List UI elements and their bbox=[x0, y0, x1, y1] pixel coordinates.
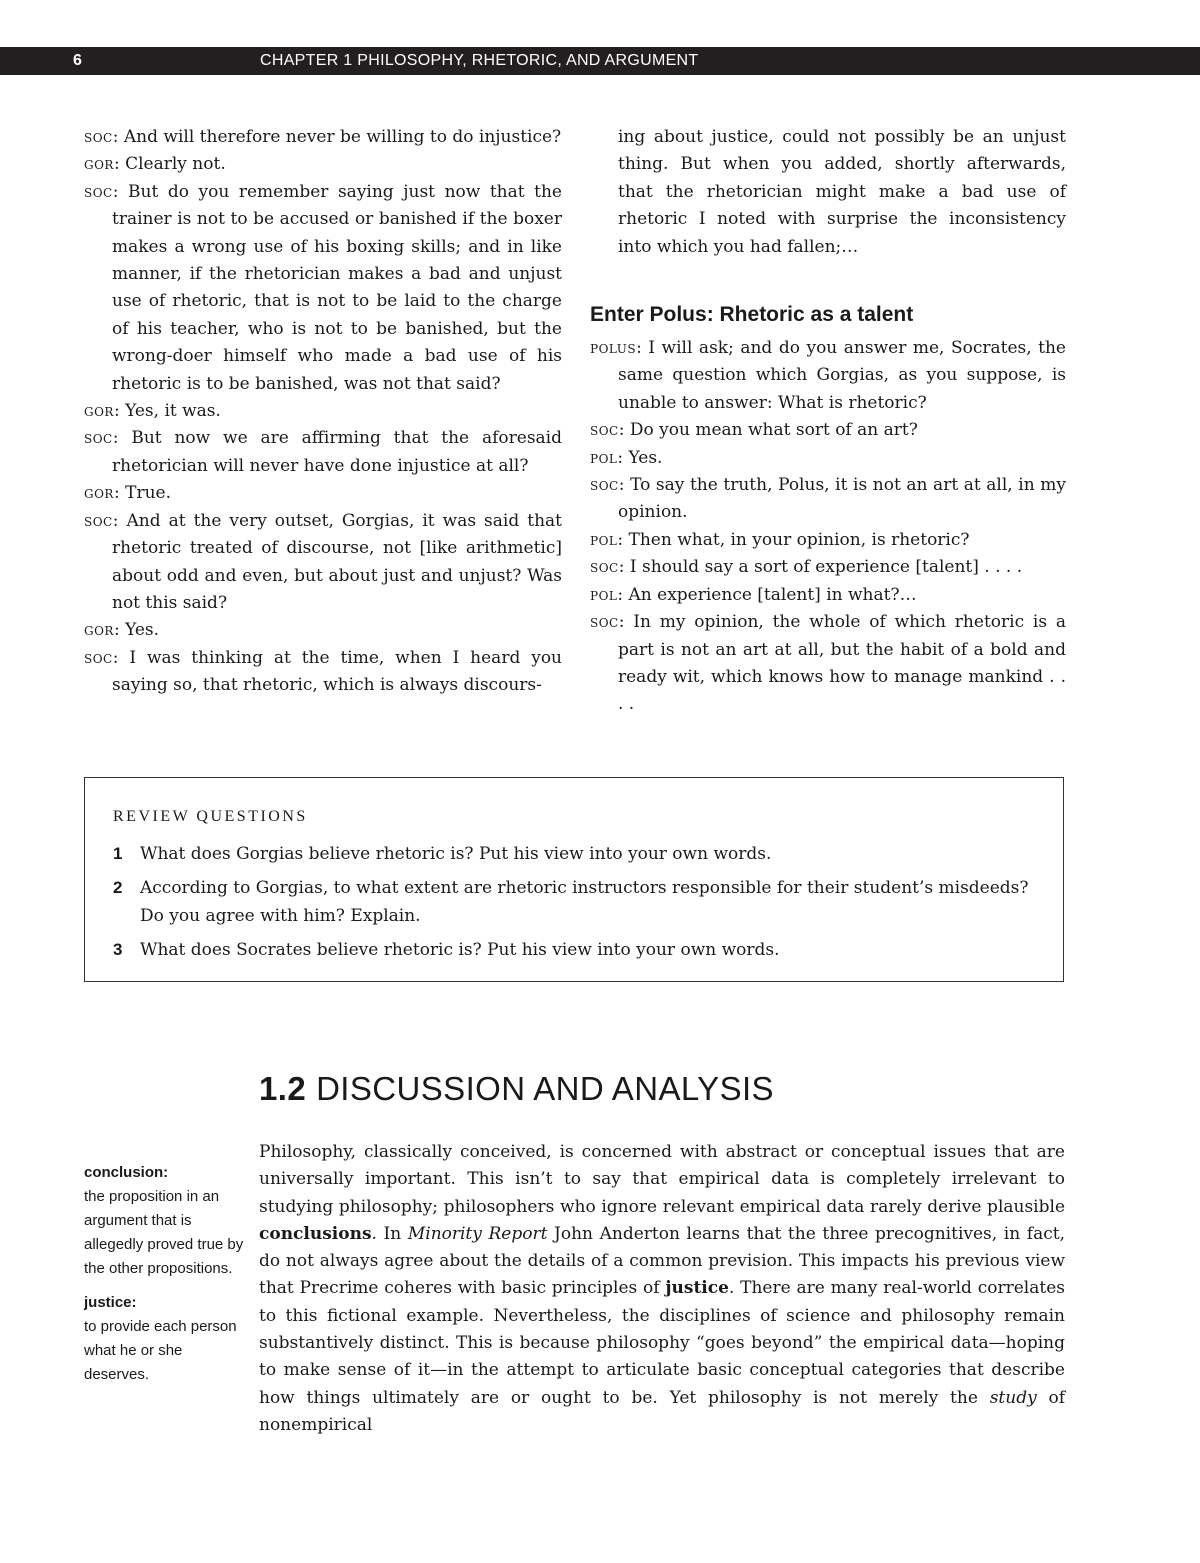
dialogue-line bbox=[84, 425, 562, 480]
dialogue-text: : I should say a sort of experience [talent] . . . . bbox=[618, 557, 1023, 578]
dialogue-line bbox=[84, 151, 562, 178]
speaker-label: gor bbox=[84, 154, 114, 175]
speaker-label: soc bbox=[590, 475, 619, 496]
dialogue-line bbox=[590, 445, 1066, 472]
review-question bbox=[113, 840, 1043, 868]
dialogue-line bbox=[590, 582, 1066, 609]
dialogue-column-right bbox=[590, 124, 1066, 719]
dialogue-text: : I was thinking at the time, when I heard you saying so, that rhetoric, which is always discours- bbox=[112, 647, 562, 696]
body-text-run: . In bbox=[371, 1223, 408, 1244]
dialogue-text: : I will ask; and do you answer me, Socrates, the same question which Gorgias, as you suppose, is unable to answer: What is rhetoric? bbox=[618, 338, 1066, 413]
section-number: 1.2 bbox=[259, 1070, 307, 1107]
emphasis: study bbox=[989, 1387, 1037, 1408]
dialogue-line bbox=[590, 417, 1066, 444]
dialogue-line bbox=[84, 480, 562, 507]
dialogue-text: : Yes. bbox=[617, 447, 663, 468]
speaker-label: soc bbox=[590, 612, 619, 633]
review-question bbox=[113, 874, 1043, 930]
dialogue-line bbox=[84, 398, 562, 425]
speaker-label: soc bbox=[84, 428, 113, 449]
speaker-label: soc bbox=[84, 181, 113, 202]
dialogue-text: : To say the truth, Polus, it is not an art at all, in my opinion. bbox=[618, 475, 1066, 523]
dialogue-text: : In my opinion, the whole of which rhetoric is a part is not an art at all, but the habit of a bold and ready wit, which knows how to manage mankind . . . . bbox=[618, 612, 1066, 715]
speaker-label: soc bbox=[84, 647, 113, 668]
dialogue-text: : But do you remember saying just now that the trainer is not to be accused or banished if the boxer makes a wrong use of his boxing skills; and in like manner, if the rhetorician makes a bad and unjust use of rhetoric, that is not to be laid to the charge of his teacher, who is not to be banished, but the wrong-doer himself who made a bad use of his rhetoric is to be banished, was not that said? bbox=[112, 181, 562, 394]
dialogue-text: : True. bbox=[113, 483, 171, 504]
body-paragraph bbox=[259, 1139, 1065, 1439]
section-heading bbox=[259, 1070, 774, 1108]
dialogue-column-left bbox=[84, 124, 562, 700]
speaker-label: gor bbox=[84, 483, 114, 504]
question-number: 1 bbox=[113, 844, 123, 863]
dialogue-line bbox=[84, 179, 562, 398]
question-number: 2 bbox=[113, 878, 123, 897]
speaker-label: gor bbox=[84, 401, 114, 422]
dialogue-text: : Do you mean what sort of an art? bbox=[618, 420, 918, 441]
dialogue-line bbox=[84, 617, 562, 644]
speaker-label: soc bbox=[84, 127, 113, 147]
speaker-label: soc bbox=[590, 420, 619, 441]
review-questions-box bbox=[84, 777, 1064, 982]
dialogue-line bbox=[84, 124, 562, 151]
question-text: What does Socrates believe rhetoric is? Put his view into your own words. bbox=[140, 940, 780, 960]
body-text-run: Philosophy, classically conceived, is concerned with abstract or conceptual issues that are universally important. This isn’t to say that empirical data is completely irrelevant to studying philosophy; philosophers who ignore relevant empirical data rarely derive plausible bbox=[259, 1142, 1065, 1217]
glossary-term: justice: bbox=[84, 1294, 137, 1311]
dialogue-line bbox=[84, 508, 562, 618]
speaker-label: pol bbox=[590, 584, 618, 605]
dialogue-text: : Then what, in your opinion, is rhetoric? bbox=[617, 529, 970, 550]
speaker-label: pol bbox=[590, 529, 618, 550]
body-text-run: John Anderton learns that the three precognitives, in fact, do not always agree about the details of a common prevision. This impacts his previous view that Precrime coheres with basic principles of bbox=[259, 1223, 1065, 1299]
glossary-keyword: justice bbox=[665, 1278, 729, 1299]
margin-glossary bbox=[84, 1161, 244, 1397]
dialogue-continuation: ing about justice, could not possibly be an unjust thing. But when you added, shortly afterwards, that the rhetorician might make a bad use of rhetoric I noted with surprise the inconsistency into which you had fallen;… bbox=[618, 127, 1066, 257]
page-number: 6 bbox=[73, 52, 82, 69]
body-text-run: of nonempirical bbox=[259, 1387, 1065, 1435]
film-title: Minority Report bbox=[407, 1223, 548, 1244]
glossary-definition: to provide each person what he or she deserves. bbox=[84, 1318, 237, 1383]
review-question bbox=[113, 936, 1043, 964]
speaker-label: polus bbox=[590, 338, 637, 359]
dialogue-text: : An experience [talent] in what?… bbox=[617, 584, 917, 605]
speaker-label: pol bbox=[590, 447, 618, 468]
glossary-keyword: conclusions bbox=[259, 1223, 372, 1244]
question-number: 3 bbox=[113, 940, 123, 959]
question-text: According to Gorgias, to what extent are rhetoric instructors responsible for their student’s misdeeds? Do you agree with him? Explain. bbox=[140, 878, 1029, 926]
chapter-title: CHAPTER 1 PHILOSOPHY, RHETORIC, AND ARGUMENT bbox=[260, 52, 699, 69]
dialogue-text: : Yes. bbox=[113, 620, 160, 641]
dialogue-text: : Yes, it was. bbox=[113, 401, 221, 422]
dialogue-line bbox=[590, 472, 1066, 527]
dialogue-text: : And will therefore never be willing to do injustice? bbox=[112, 127, 562, 147]
speaker-label: gor bbox=[84, 620, 114, 641]
dialogue-line bbox=[84, 645, 562, 700]
dialogue-text: : But now we are affirming that the aforesaid rhetorician will never have done injustice at all? bbox=[112, 428, 562, 476]
dialogue-line bbox=[590, 554, 1066, 581]
dialogue-line bbox=[590, 527, 1066, 554]
speaker-label: soc bbox=[590, 557, 619, 578]
body-text-run: . There are many real-world correlates to this fictional example. Nevertheless, the disciplines of science and philosophy remain substantively distinct. This is because philosophy “goes beyond” the empirical data—hoping to make sense of it—in the attempt to articulate basic conceptual categories that describe how things ultimately are or ought to be. Yet philosophy is not merely the bbox=[259, 1278, 1065, 1408]
section-title-text: DISCUSSION AND ANALYSIS bbox=[316, 1070, 774, 1107]
subsection-heading: Enter Polus: Rhetoric as a talent bbox=[590, 303, 914, 327]
running-header bbox=[0, 47, 1200, 75]
dialogue-line bbox=[590, 609, 1066, 719]
review-questions-title: REVIEW QUESTIONS bbox=[113, 808, 308, 825]
speaker-label: soc bbox=[84, 510, 113, 531]
question-text: What does Gorgias believe rhetoric is? Put his view into your own words. bbox=[140, 844, 772, 864]
dialogue-text: : And at the very outset, Gorgias, it was said that rhetoric treated of discourse, not [like arithmetic] about odd and even, but about just and unjust? Was not this said? bbox=[112, 510, 562, 613]
dialogue-text: : Clearly not. bbox=[113, 154, 226, 175]
glossary-definition: the proposition in an argument that is allegedly proved true by the other propositions. bbox=[84, 1188, 244, 1277]
dialogue-line bbox=[590, 335, 1066, 417]
glossary-term: conclusion: bbox=[84, 1164, 169, 1181]
